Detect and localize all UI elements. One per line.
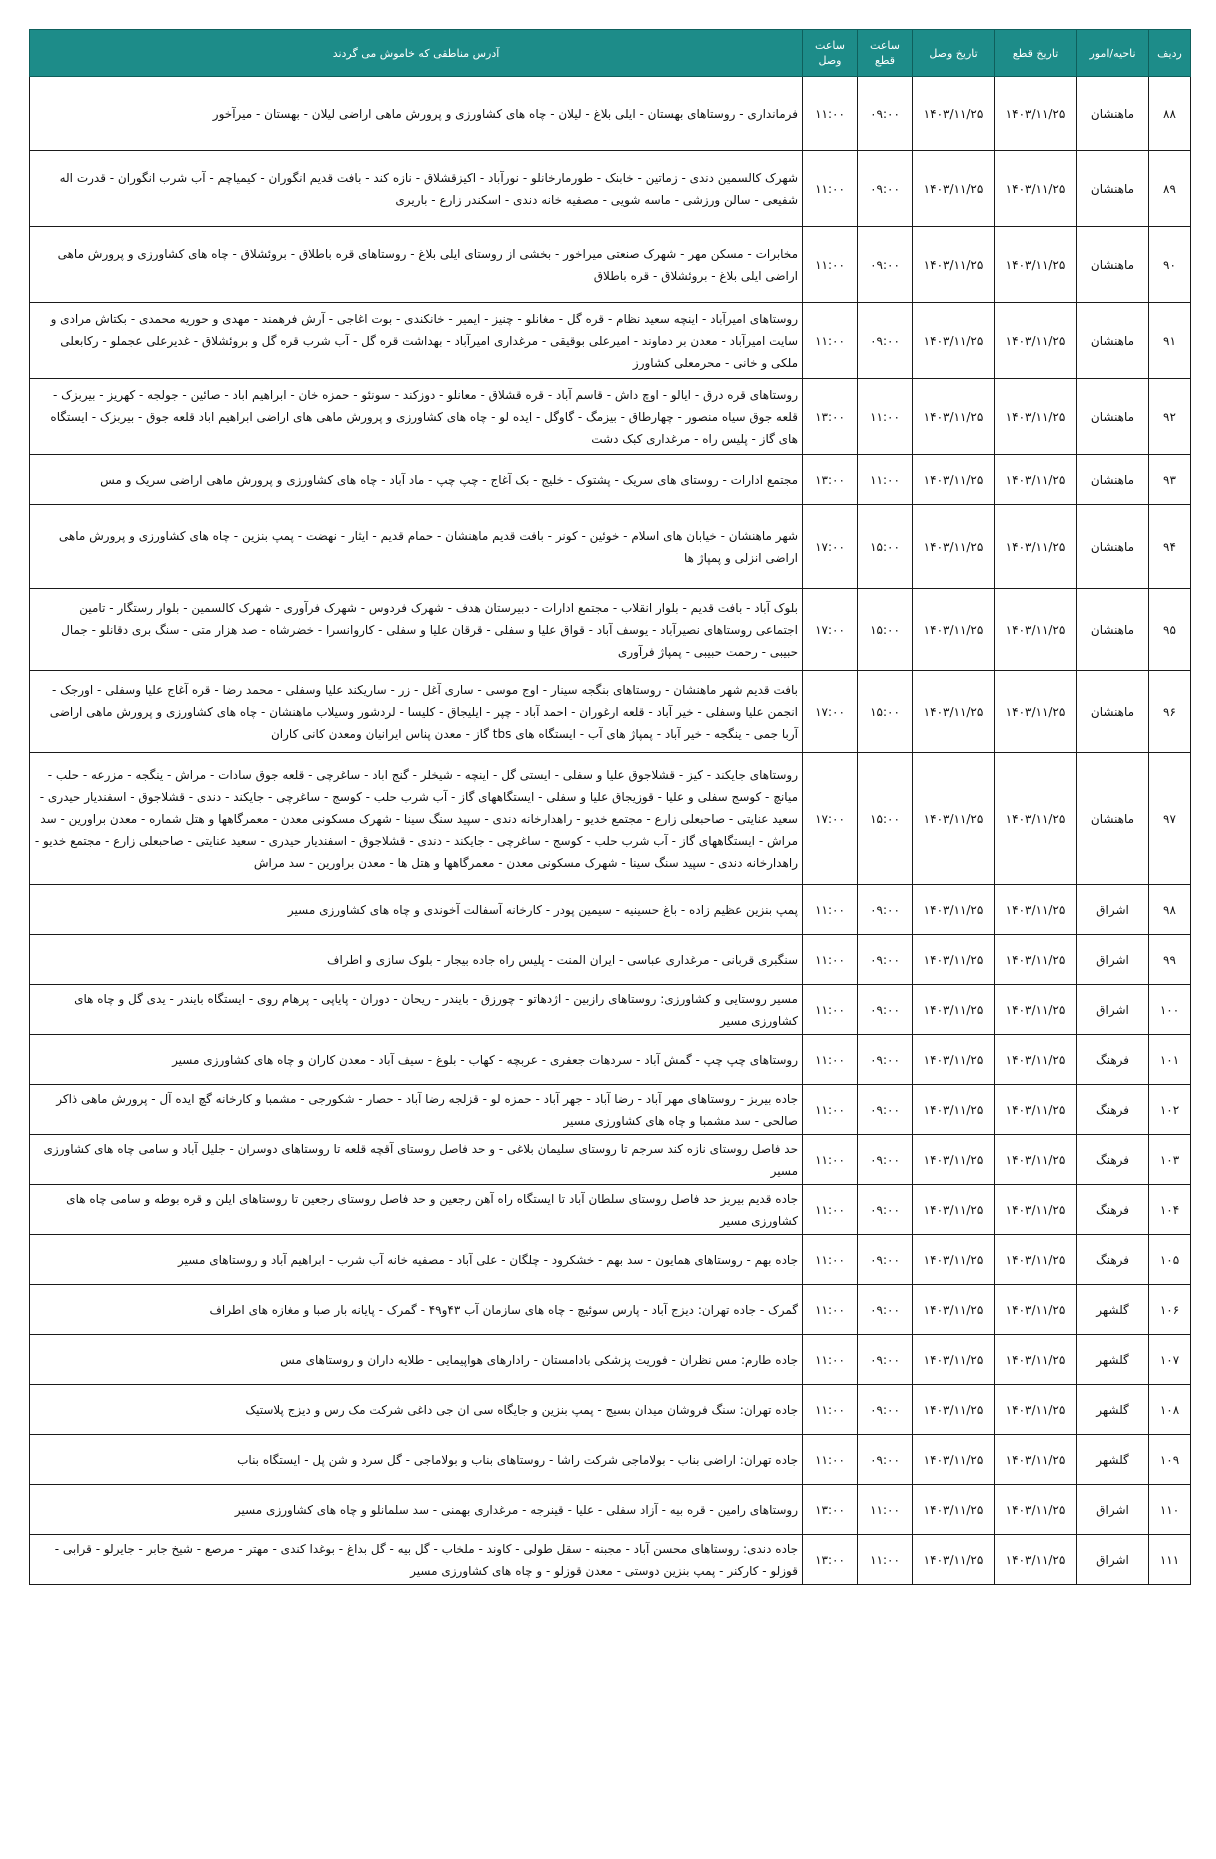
row-number: ۱۰۳ [1149,1135,1191,1185]
cut-date-cell: ۱۴۰۳/۱۱/۲۵ [995,1285,1077,1335]
connect-time-cell: ۱۳:۰۰ [803,1535,858,1585]
cut-time-cell: ۱۵:۰۰ [858,505,913,589]
connect-date-cell: ۱۴۰۳/۱۱/۲۵ [913,1285,995,1335]
row-number: ۸۹ [1149,151,1191,227]
connect-date-cell: ۱۴۰۳/۱۱/۲۵ [913,1435,995,1485]
cut-date-cell: ۱۴۰۳/۱۱/۲۵ [995,1085,1077,1135]
cut-date-cell: ۱۴۰۳/۱۱/۲۵ [995,589,1077,671]
cut-time-cell: ۰۹:۰۰ [858,151,913,227]
cut-time-cell: ۱۱:۰۰ [858,455,913,505]
row-number: ۱۰۱ [1149,1035,1191,1085]
cut-time-cell: ۰۹:۰۰ [858,1085,913,1135]
table-row [30,1085,1191,1135]
connect-time-cell: ۱۷:۰۰ [803,505,858,589]
table-row [30,985,1191,1035]
address-cell: بلوک آباد - بافت قدیم - بلوار انقلاب - مجتمع ادارات - دبیرستان هدف - شهرک فردوس - شهرک فرآوری - شهرک کالسمین - بلوار رستگار - تامین اجتماعی روستاهای نصیرآباد - یوسف آباد - قواق علیا و سفلی - قرقان علیا و سفلی - کاروانسرا - خضرشاه - صد هزار متی - سنگ بری دقانلو - جمال حبیبی - رحمت حبیبی - پمپاژ فرآوری [30,589,803,671]
table-row [30,1135,1191,1185]
cut-time-cell: ۱۵:۰۰ [858,589,913,671]
area-cell: فرهنگ [1077,1035,1149,1085]
row-number: ۹۶ [1149,671,1191,753]
address-cell: مسیر روستایی و کشاورزی: روستاهای رازبین - اژدهاتو - چورزق - بایندر - ریحان - دوران - پایاپی - پرهام روی - ایستگاه بایندر - یدی گل و چاه های کشاورزی مسیر [30,985,803,1035]
row-number: ۱۱۰ [1149,1485,1191,1535]
connect-time-cell: ۱۱:۰۰ [803,227,858,303]
table-row [30,1535,1191,1585]
connect-date-cell: ۱۴۰۳/۱۱/۲۵ [913,753,995,885]
table-row [30,379,1191,455]
connect-time-cell: ۱۷:۰۰ [803,671,858,753]
area-cell: اشراق [1077,1535,1149,1585]
address-cell: پمپ بنزین عظیم زاده - باغ حسینیه - سیمین پودر - کارخانه آسفالت آخوندی و چاه های کشاورزی مسیر [30,885,803,935]
area-cell: ماهنشان [1077,671,1149,753]
cut-date-cell: ۱۴۰۳/۱۱/۲۵ [995,505,1077,589]
connect-date-cell: ۱۴۰۳/۱۱/۲۵ [913,1185,995,1235]
table-row [30,1035,1191,1085]
cut-time-cell: ۰۹:۰۰ [858,1135,913,1185]
connect-date-cell: ۱۴۰۳/۱۱/۲۵ [913,885,995,935]
connect-date-cell: ۱۴۰۳/۱۱/۲۵ [913,505,995,589]
cut-date-cell: ۱۴۰۳/۱۱/۲۵ [995,885,1077,935]
table-row [30,151,1191,227]
cut-date-cell: ۱۴۰۳/۱۱/۲۵ [995,1235,1077,1285]
address-cell: سنگبری قربانی - مرغداری عباسی - ایران المنت - پلیس راه جاده بیجار - بلوک سازی و اطراف [30,935,803,985]
cut-time-cell: ۰۹:۰۰ [858,227,913,303]
cut-time-cell: ۰۹:۰۰ [858,1235,913,1285]
connect-time-cell: ۱۱:۰۰ [803,985,858,1035]
connect-date-cell: ۱۴۰۳/۱۱/۲۵ [913,1485,995,1535]
cut-date-cell: ۱۴۰۳/۱۱/۲۵ [995,227,1077,303]
address-cell: بافت قدیم شهر ماهنشان - روستاهای بنگجه سینار - اوج موسی - ساری آغل - زر - ساریکند علیا وسفلی - محمد رضا - قره آغاج علیا وسفلی - اورجک - انجمن علیا وسفلی - خیر آباد - قلعه ارغوران - احمد آباد - چپر - ایلیجاق - کلیسا - لردشور وسیلاب ماهنشان - چاه های کشاورزی و پرورش ماهی اراضی آربا جمی - ینگجه - خیر آباد - پمپاژ های آب - ایستگاه های tbs گاز - معدن پناس ایرانیان ومعدن کانی کاران [30,671,803,753]
connect-time-cell: ۱۷:۰۰ [803,753,858,885]
outage-schedule-sheet [29,29,1191,1585]
cut-date-cell: ۱۴۰۳/۱۱/۲۵ [995,77,1077,151]
row-number: ۸۸ [1149,77,1191,151]
row-number: ۱۰۹ [1149,1435,1191,1485]
table-row [30,1185,1191,1235]
area-cell: گلشهر [1077,1335,1149,1385]
area-cell: اشراق [1077,985,1149,1035]
area-cell: گلشهر [1077,1435,1149,1485]
row-number: ۱۰۰ [1149,985,1191,1035]
cut-date-cell: ۱۴۰۳/۱۱/۲۵ [995,455,1077,505]
area-cell: ماهنشان [1077,151,1149,227]
header-cut-time: ساعت قطع [858,30,913,77]
table-row [30,885,1191,935]
connect-date-cell: ۱۴۰۳/۱۱/۲۵ [913,1135,995,1185]
area-cell: ماهنشان [1077,753,1149,885]
table-row [30,77,1191,151]
row-number: ۹۵ [1149,589,1191,671]
connect-date-cell: ۱۴۰۳/۱۱/۲۵ [913,379,995,455]
cut-date-cell: ۱۴۰۳/۱۱/۲۵ [995,935,1077,985]
connect-date-cell: ۱۴۰۳/۱۱/۲۵ [913,1535,995,1585]
cut-time-cell: ۰۹:۰۰ [858,985,913,1035]
cut-date-cell: ۱۴۰۳/۱۱/۲۵ [995,1485,1077,1535]
connect-time-cell: ۱۱:۰۰ [803,151,858,227]
table-row [30,1435,1191,1485]
connect-date-cell: ۱۴۰۳/۱۱/۲۵ [913,77,995,151]
address-cell: جاده قدیم بیربز حد فاصل روستای سلطان آباد تا ایستگاه راه آهن رجعین و حد فاصل روستای رجعین تا روستاهای ایلن و قره بوطه و سامی چاه های کشاورزی مسیر [30,1185,803,1235]
address-cell: روستاهای جایکند - کیز - قشلاجوق علیا و سفلی - ایستی گل - اینچه - شیخلر - گنج اباد - ساغرچی - قلعه جوق سادات - مراش - ینگجه - مزرعه - حلب - میانچ - کوسج سفلی و علیا - قوزیجاق علیا و سفلی - ایستگاههای گاز - آب شرب حلب - کوسج - ساغرچی - جایکند - دندی - قشلاجوق - اسفندیار حیدری - سعید عنایتی - صاحبعلی زارع - مجتمع خدیو - راهدارخانه دندی - سپید سنگ سینا - شهرک مسکونی معدن - معمرگاهها و هتل شماره - معدن براورین - سد مراش - ایستگاههای گاز - آب شرب حلب - کوسج - ساغرچی - جایکند - دندی - قشلاجوق - اسفندیار حیدری - سعید عنایتی - صاحبعلی زارع - مجتمع خدیو - راهدارخانه دندی - سپید سنگ سینا - شهرک مسکونی معدن - معمرگاهها و هتل ها - معدن براورین - سد مراش [30,753,803,885]
area-cell: اشراق [1077,935,1149,985]
area-cell: ماهنشان [1077,303,1149,379]
address-cell: روستاهای رامین - قره بیه - آزاد سفلی - علیا - قینرجه - مرغداری بهمنی - سد سلمانلو و چاه های کشاورزی مسیر [30,1485,803,1535]
cut-time-cell: ۰۹:۰۰ [858,1035,913,1085]
header-area: ناحیه/امور [1077,30,1149,77]
cut-date-cell: ۱۴۰۳/۱۱/۲۵ [995,1435,1077,1485]
cut-date-cell: ۱۴۰۳/۱۱/۲۵ [995,985,1077,1035]
connect-date-cell: ۱۴۰۳/۱۱/۲۵ [913,935,995,985]
row-number: ۱۰۲ [1149,1085,1191,1135]
connect-time-cell: ۱۱:۰۰ [803,885,858,935]
table-row [30,505,1191,589]
row-number: ۹۴ [1149,505,1191,589]
area-cell: ماهنشان [1077,227,1149,303]
connect-time-cell: ۱۱:۰۰ [803,1385,858,1435]
address-cell: شهرک کالسمین دندی - زماتین - خابنک - طورمارخانلو - نورآباد - اکیزقشلاق - نازه کند - بافت قدیم انگوران - کیمیاچم - آب شرب انگوران - قدرت اله شفیعی - سالن ورزشی - ماسه شویی - مصفیه خانه دندی - اسکندر زارع - باریری [30,151,803,227]
address-cell: جاده دندی: روستاهای محسن آباد - مجبنه - سقل طولی - کاوند - ملخاب - گل بیه - گل بداغ - بوغدا کندی - مهتر - مرصع - شیخ جابر - جایرلو - قرابی - قوزلو - کارکنر - پمپ بنزین دوستی - معدن قوزلو - و چاه های کشاورزی مسیر [30,1535,803,1585]
connect-time-cell: ۱۱:۰۰ [803,1435,858,1485]
row-number: ۹۷ [1149,753,1191,885]
row-number: ۹۲ [1149,379,1191,455]
connect-date-cell: ۱۴۰۳/۱۱/۲۵ [913,1385,995,1435]
area-cell: ماهنشان [1077,589,1149,671]
cut-time-cell: ۰۹:۰۰ [858,303,913,379]
table-row [30,589,1191,671]
connect-date-cell: ۱۴۰۳/۱۱/۲۵ [913,1085,995,1135]
connect-time-cell: ۱۱:۰۰ [803,1135,858,1185]
header-address: آدرس مناطقی که خاموش می گردند [30,30,803,77]
connect-time-cell: ۱۱:۰۰ [803,1335,858,1385]
cut-date-cell: ۱۴۰۳/۱۱/۲۵ [995,151,1077,227]
row-number: ۱۰۴ [1149,1185,1191,1235]
connect-time-cell: ۱۱:۰۰ [803,1285,858,1335]
cut-date-cell: ۱۴۰۳/۱۱/۲۵ [995,303,1077,379]
table-row [30,303,1191,379]
cut-date-cell: ۱۴۰۳/۱۱/۲۵ [995,1385,1077,1435]
address-cell: فرمانداری - روستاهای بهستان - ایلی بلاغ - لیلان - چاه های کشاورزی و پرورش ماهی اراضی لیلان - بهستان - میرآخور [30,77,803,151]
table-row [30,1385,1191,1435]
row-number: ۹۱ [1149,303,1191,379]
row-number: ۱۰۵ [1149,1235,1191,1285]
area-cell: گلشهر [1077,1385,1149,1435]
address-cell: گمرک - جاده تهران: دیزج آباد - پارس سوئیچ - چاه های سازمان آب ۴۳و۴۹ - گمرک - پایانه بار صبا و مغازه های اطراف [30,1285,803,1335]
connect-time-cell: ۱۳:۰۰ [803,455,858,505]
area-cell: گلشهر [1077,1285,1149,1335]
cut-time-cell: ۱۵:۰۰ [858,671,913,753]
table-row [30,671,1191,753]
cut-time-cell: ۰۹:۰۰ [858,885,913,935]
cut-date-cell: ۱۴۰۳/۱۱/۲۵ [995,1035,1077,1085]
connect-time-cell: ۱۱:۰۰ [803,1085,858,1135]
cut-time-cell: ۰۹:۰۰ [858,1285,913,1335]
outage-table [29,29,1191,1585]
connect-time-cell: ۱۱:۰۰ [803,935,858,985]
connect-date-cell: ۱۴۰۳/۱۱/۲۵ [913,1035,995,1085]
header-connect-date: تاریخ وصل [913,30,995,77]
table-row [30,455,1191,505]
cut-date-cell: ۱۴۰۳/۱۱/۲۵ [995,1135,1077,1185]
table-row [30,1235,1191,1285]
connect-date-cell: ۱۴۰۳/۱۱/۲۵ [913,151,995,227]
connect-date-cell: ۱۴۰۳/۱۱/۲۵ [913,671,995,753]
address-cell: روستاهای چپ چپ - گمش آباد - سردهات جعفری - عربچه - کهاب - بلوغ - سیف آباد - معدن کاران و چاه های کشاورزی مسیر [30,1035,803,1085]
cut-date-cell: ۱۴۰۳/۱۱/۲۵ [995,753,1077,885]
row-number: ۹۰ [1149,227,1191,303]
connect-date-cell: ۱۴۰۳/۱۱/۲۵ [913,1335,995,1385]
row-number: ۹۸ [1149,885,1191,935]
area-cell: فرهنگ [1077,1135,1149,1185]
address-cell: روستاهای امیرآباد - اینچه سعید نظام - قره گل - مغانلو - چنیز - ایمیر - خانکندی - بوت اغاجی - آرش فرهمند - مهدی و حوریه محمدی - بکتاش مرادی و سایت امیرآباد - معدن بر دماوند - امیرعلی بوقیقی - مرغداری امیرآباد - بهداشت قره گل - آب شرب قره گل و بروئشلاق - غدیرعلی عجملو - رکابعلی ملکی و خانی - محرمعلی کشاورز [30,303,803,379]
address-cell: جاده تهران: سنگ فروشان میدان بسیج - پمپ بنزین و جایگاه سی ان جی داغی شرکت مک رس و دیزج پلاستیک [30,1385,803,1435]
cut-time-cell: ۱۱:۰۰ [858,1535,913,1585]
cut-time-cell: ۰۹:۰۰ [858,935,913,985]
cut-date-cell: ۱۴۰۳/۱۱/۲۵ [995,671,1077,753]
row-number: ۱۰۸ [1149,1385,1191,1435]
area-cell: اشراق [1077,885,1149,935]
connect-date-cell: ۱۴۰۳/۱۱/۲۵ [913,303,995,379]
area-cell: فرهنگ [1077,1235,1149,1285]
cut-time-cell: ۱۵:۰۰ [858,753,913,885]
connect-date-cell: ۱۴۰۳/۱۱/۲۵ [913,985,995,1035]
address-cell: حد فاصل روستای نازه کند سرجم تا روستای سلیمان بلاغی - و حد فاصل روستای آقچه قلعه تا روستاهای دوسران - جلیل آباد و سامی چاه های کشاورزی مسیر [30,1135,803,1185]
connect-time-cell: ۱۱:۰۰ [803,1185,858,1235]
row-number: ۹۳ [1149,455,1191,505]
area-cell: ماهنشان [1077,455,1149,505]
area-cell: فرهنگ [1077,1185,1149,1235]
address-cell: روستاهای قره درق - ایالو - اوچ داش - قاسم آباد - قره قشلاق - معانلو - دوزکند - سونئو - حمزه خان - ابراهیم اباد - صائین - جولجه - کهریز - بیربزک - قلعه جوق سیاه منصور - چهارطاق - بیزمگ - گاوگل - ایده لو - چاه های کشاورزی و پرورش ماهی های اراضی ابراهیم اباد قلعه جوق - بیربزک - ایستگاه های گاز - پلیس راه - مرغداری کبک دشت [30,379,803,455]
area-cell: فرهنگ [1077,1085,1149,1135]
row-number: ۱۱۱ [1149,1535,1191,1585]
table-row [30,1285,1191,1335]
connect-date-cell: ۱۴۰۳/۱۱/۲۵ [913,227,995,303]
table-body [30,77,1191,1585]
connect-date-cell: ۱۴۰۳/۱۱/۲۵ [913,455,995,505]
table-row [30,227,1191,303]
cut-date-cell: ۱۴۰۳/۱۱/۲۵ [995,1335,1077,1385]
table-header-row [30,30,1191,77]
row-number: ۹۹ [1149,935,1191,985]
address-cell: جاده تهران: اراضی بناب - بولاماجی شرکت راشا - روستاهای بناب و بولاماجی - گل سرد و شن پل - ایستگاه بناب [30,1435,803,1485]
table-row [30,753,1191,885]
connect-time-cell: ۱۱:۰۰ [803,1035,858,1085]
address-cell: مخابرات - مسکن مهر - شهرک صنعتی میراخور - بخشی از روستای ایلی بلاغ - روستاهای قره باطلاق - بروئشلاق - چاه های کشاورزی و پرورش ماهی اراضی ایلی بلاغ - بروئشلاق - قره باطلاق [30,227,803,303]
connect-time-cell: ۱۱:۰۰ [803,303,858,379]
connect-date-cell: ۱۴۰۳/۱۱/۲۵ [913,1235,995,1285]
table-row [30,935,1191,985]
row-number: ۱۰۷ [1149,1335,1191,1385]
cut-time-cell: ۰۹:۰۰ [858,1385,913,1435]
connect-time-cell: ۱۳:۰۰ [803,1485,858,1535]
connect-date-cell: ۱۴۰۳/۱۱/۲۵ [913,589,995,671]
header-connect-time: ساعت وصل [803,30,858,77]
connect-time-cell: ۱۳:۰۰ [803,379,858,455]
cut-time-cell: ۰۹:۰۰ [858,77,913,151]
cut-date-cell: ۱۴۰۳/۱۱/۲۵ [995,1185,1077,1235]
header-row-number: ردیف [1149,30,1191,77]
table-row [30,1485,1191,1535]
connect-time-cell: ۱۷:۰۰ [803,589,858,671]
area-cell: اشراق [1077,1485,1149,1535]
address-cell: جاده بیربز - روستاهای مهر آباد - رضا آباد - جهر آباد - حمزه لو - قزلجه رضا آباد - حصار - شکورجی - مشمبا و کارخانه گچ ایده آل - پرورش ماهی ذاکر صالحی - سد مشمبا و چاه های کشاورزی مسیر [30,1085,803,1135]
cut-date-cell: ۱۴۰۳/۱۱/۲۵ [995,1535,1077,1585]
table-row [30,1335,1191,1385]
area-cell: ماهنشان [1077,77,1149,151]
area-cell: ماهنشان [1077,505,1149,589]
cut-time-cell: ۱۱:۰۰ [858,379,913,455]
row-number: ۱۰۶ [1149,1285,1191,1335]
connect-time-cell: ۱۱:۰۰ [803,77,858,151]
cut-time-cell: ۰۹:۰۰ [858,1185,913,1235]
cut-time-cell: ۰۹:۰۰ [858,1335,913,1385]
cut-date-cell: ۱۴۰۳/۱۱/۲۵ [995,379,1077,455]
cut-time-cell: ۰۹:۰۰ [858,1435,913,1485]
cut-time-cell: ۱۱:۰۰ [858,1485,913,1535]
address-cell: جاده بهم - روستاهای همایون - سد بهم - خشکرود - چلگان - علی آباد - مصفیه خانه آب شرب - ابراهیم آباد و روستاهای مسیر [30,1235,803,1285]
header-cut-date: تاریخ قطع [995,30,1077,77]
address-cell: شهر ماهنشان - خیابان های اسلام - خوئین - کونر - بافت قدیم ماهنشان - حمام قدیم - ایثار - نهضت - پمپ بنزین - چاه های کشاورزی و پرورش ماهی اراضی انزلی و پمپاژ ها [30,505,803,589]
address-cell: جاده طارم: مس نظران - فوریت پزشکی بادامستان - رادارهای هواپیمایی - طلایه داران و روستاهای مس [30,1335,803,1385]
area-cell: ماهنشان [1077,379,1149,455]
connect-time-cell: ۱۱:۰۰ [803,1235,858,1285]
address-cell: مجتمع ادارات - روستای های سریک - پشتوک - خلیج - بک آغاج - چپ چپ - ماد آباد - چاه های کشاورزی و پرورش ماهی اراضی سریک و مس [30,455,803,505]
